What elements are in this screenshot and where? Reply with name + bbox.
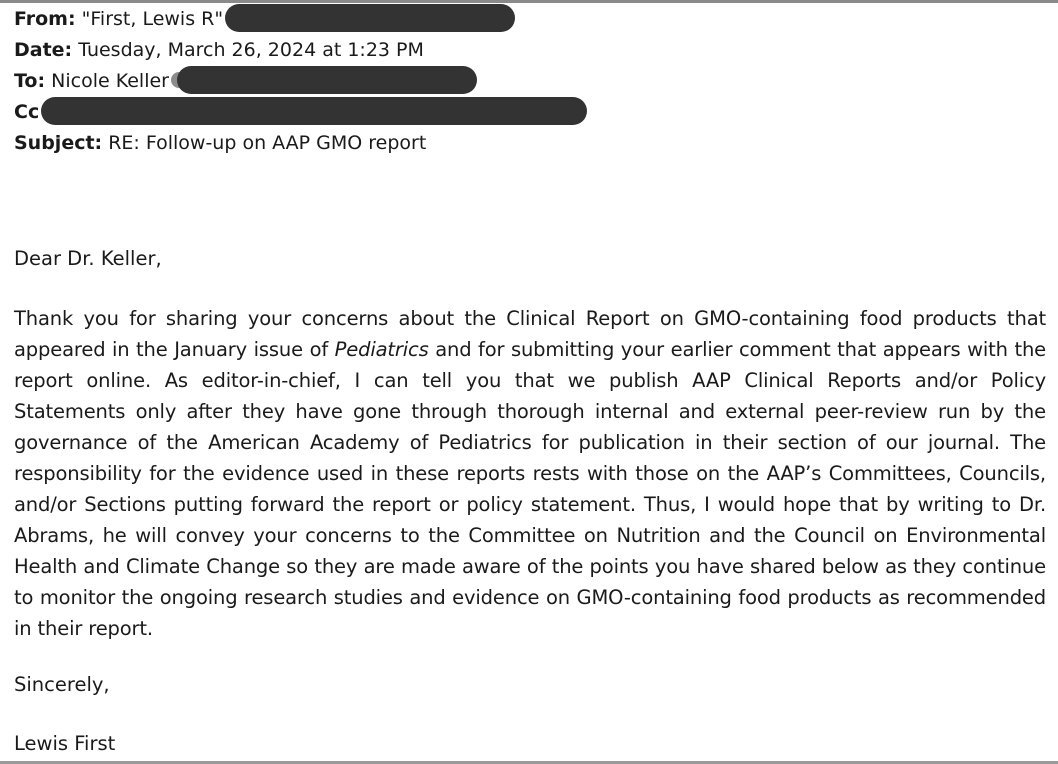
subject-value: RE: Follow-up on AAP GMO report [108,132,427,154]
body-paragraph [14,303,1046,644]
redaction-cc [41,97,587,125]
to-label: To: [14,70,46,92]
redaction-to [177,66,477,94]
redaction-from [225,4,515,32]
paragraph-part-1: Thank you for sharing your concerns about the Clinical Report on GMO-containing food products that appeared in the January issue of [14,307,1046,361]
to-value: Nicole Keller [51,70,169,92]
date-value: Tuesday, March 26, 2024 at 1:23 PM [78,39,424,61]
cc-line [14,97,1044,128]
subject-label: Subject: [14,132,103,154]
top-border [0,0,1058,3]
paragraph-part-2: and for submitting your earlier comment that appears with the report online. As editor-in-chief, I can tell you that we publish AAP Clinical Reports and/or Policy Statements only after they have gone through thorough internal and external peer-review run by the governance of the American Academy of Pediatrics for publication in their section of our journal. The responsibility for the evidence used in these reports rests with those on the AAP’s Committees, Councils, and/or Sections putting forward the report or policy statement. Thus, I would hope that by writing to Dr. Abrams, he will convey your concerns to the Committee on Nutrition and the Council on Environmental Health and Climate Change so they are made aware of the points you have shared below as they continue to monitor the ongoing research studies and evidence on GMO-containing food products as recommended in their report. [14,338,1047,640]
email-header [14,4,1044,159]
signature: Lewis First [14,732,116,755]
subject-line [14,128,1044,159]
from-line [14,4,1044,35]
from-value: "First, Lewis R" [81,8,224,30]
date-label: Date: [14,39,73,61]
to-line [14,66,1044,97]
closing: Sincerely, [14,673,110,696]
date-line [14,35,1044,66]
cc-label: Cc [14,101,40,123]
from-label: From: [14,8,76,30]
journal-name: Pediatrics [334,338,429,361]
greeting: Dear Dr. Keller, [14,247,162,270]
